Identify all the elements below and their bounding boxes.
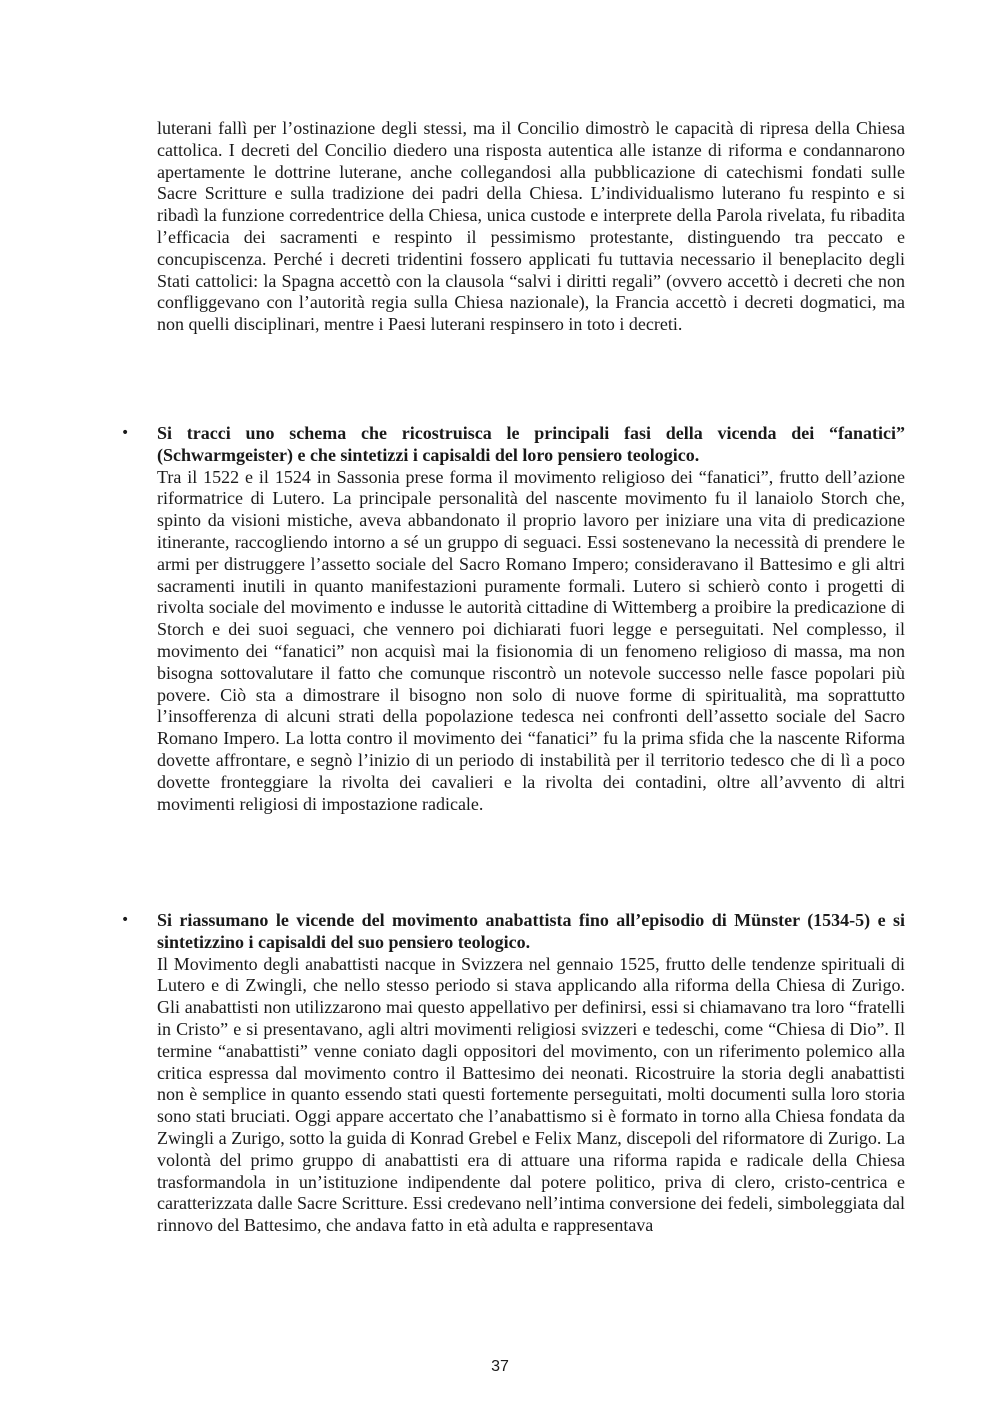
question-block-fanatici	[121, 423, 905, 815]
answer-paragraph: Il Movimento degli anabattisti nacque in Svizzera nel gennaio 1525, frutto delle tendenze spirituali di Lutero e di Zwingli, che nello stesso periodo si stava applicando alla riforma della Chiesa di Zurigo. Gli anabattisti non utilizzarono mai questo appellativo per definirsi, essi si chiamavano tra loro “fratelli in Cristo” e si presentavano, agli altri movimenti religiosi svizzeri e tedeschi, come “Chiesa di Dio”. Il termine “anabattisti” venne coniato dagli oppositori del movimento, con un riferimento polemico alla critica espressa dal movimento contro il Battesimo dei neonati. Ricostruire la storia degli anabattisti non è semplice in quanto essendo stati questi fortemente perseguitati, molti documenti sulla loro storia sono stati bruciati. Oggi appare accertato che l’anabattismo si è formato in torno alla Chiesa fondata da Zwingli a Zurigo, sotto la guida di Konrad Grebel e Felix Manz, discepoli del riformatore di Zurigo. La volontà del primo gruppo di anabattisti era di attuare una riforma rapida e radicale della Chiesa trasformandola in un’istituzione indipendente dal potere politico, priva di clero, cristo-centrica e caratterizzata dalle Sacre Scritture. Essi credevano nell’intima conversione dei fedeli, simboleggiata dal rinnovo del Battesimo, che andava fatto in età adulta e rappresentava	[157, 953, 905, 1236]
question-heading: Si tracci uno schema che ricostruisca le principali fasi della vicenda dei “fanatici” (Schwarmgeister) e che sintetizzi i capisaldi del loro pensiero teologico.	[157, 423, 905, 465]
question-heading: Si riassumano le vicende del movimento anabattista fino all’episodio di Münster (1534-5) e si sintetizzino i capisaldi del suo pensiero teologico.	[157, 910, 905, 952]
intro-paragraph: luterani fallì per l’ostinazione degli stessi, ma il Concilio dimostrò le capacità di ripresa della Chiesa cattolica. I decreti del Concilio diedero una risposta autentica alle istanze di riforma e condannarono apertamente le dottrine luterane, anche collegandosi alla pubblicazione di catechismi fondati sulle Sacre Scritture e sulla tradizione dei padri della Chiesa. L’individualismo luterano fu respinto e si ribadì la funzione corredentrice della Chiesa, unica custode e interprete della Parola rivelata, fu ribadita l’efficacia dei sacramenti e respinto il pessimismo protestante, distinguendo tra peccato e concupiscenza. Perché i decreti tridentini fossero applicati fu tuttavia necessario il beneplacito degli Stati cattolici: la Spagna accettò con la clausola “salvi i diritti regali” (ovvero accettò i decreti che non confliggevano con l’autorità regia sulla Chiesa nazionale), la Francia accettò i decreti dogmatici, ma non quelli disciplinari, mentre i Paesi luterani respinsero in toto i decreti.	[157, 118, 905, 335]
page-number: 37	[491, 1358, 509, 1375]
answer-paragraph: Tra il 1522 e il 1524 in Sassonia prese forma il movimento religioso dei “fanatici”, frutto dell’azione riformatrice di Lutero. La principale personalità del nascente movimento fu il lanaiolo Storch che, spinto da visioni mistiche, aveva abbandonato il proprio lavoro per iniziare una vita di predicazione itinerante, raccogliendo intorno a sé un gruppo di seguaci. Essi sostenevano la necessità di prendere le armi per distruggere l’assetto sociale del Sacro Romano Impero; consideravano il Battesimo e gli altri sacramenti inutili in quanto manifestazioni puramente formali. Lutero si schierò conto i progetti di rivolta sociale del movimento e indusse le autorità cittadine di Wittemberg a proibire la predicazione di Storch e dei suoi seguaci, che vennero poi dichiarati fuori legge e perseguitati. Nel complesso, il movimento dei “fanatici” non acquisì mai la fisionomia di un fenomeno religioso di massa, ma non bisogna sottovalutare il fatto che comunque riscontrò un notevole successo nelle fasce popolari più povere. Ciò sta a dimostrare il bisogno non solo di nuove forme di spiritualità, ma soprattutto l’insofferenza di alcuni strati della popolazione tedesca nei confronti dell’assetto sociale del Sacro Romano Impero. La lotta contro il movimento dei “fanatici” fu la prima sfida che la nascente Riforma dovette affrontare, e segnò l’inizio di un periodo di instabilità per il territorio tedesco che di lì a poco dovette fronteggiare la rivolta dei cavalieri e la rivolta dei contadini, oltre all’avvento di altri movimenti religiosi di impostazione radicale.	[157, 466, 905, 814]
bullet-icon: •	[121, 912, 130, 928]
bullet-icon: •	[121, 425, 130, 441]
question-block-anabattisti	[121, 910, 905, 1237]
